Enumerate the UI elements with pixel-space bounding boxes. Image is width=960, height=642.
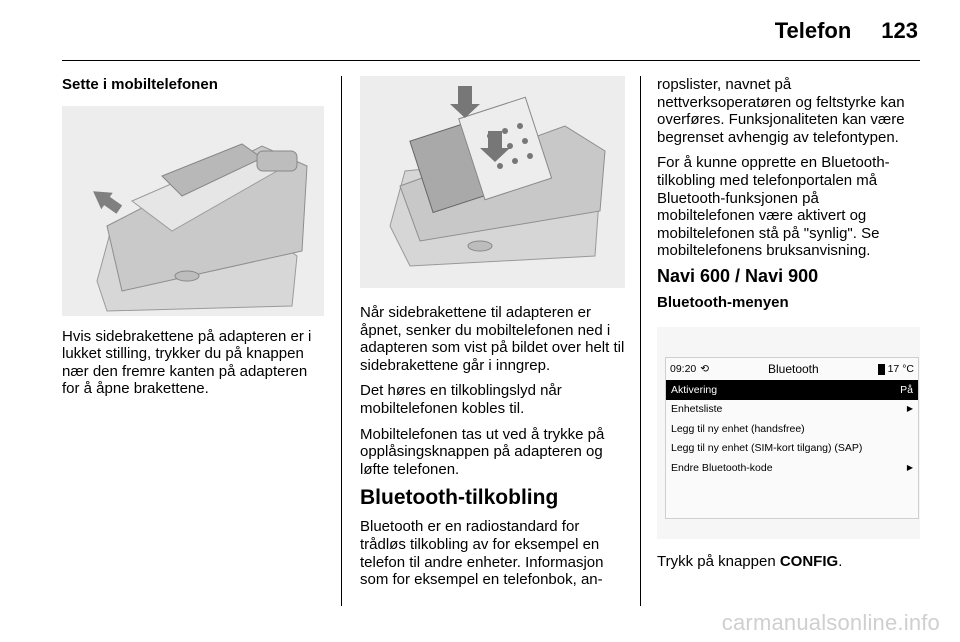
config-key: CONFIG — [779, 553, 839, 571]
menu-status-bar — [666, 358, 918, 380]
paragraph-brackets: Når sidebrakettene til adapteren er åpnet, senker du mobiltelefonen ned i adapteren som vist på bildet over helt til sidebrakettene går i inngrep. — [360, 304, 625, 374]
phone-icon — [878, 364, 885, 375]
menu-item-enhetsliste[interactable]: Enhetsliste ▶ — [671, 403, 913, 416]
column-2 — [360, 76, 625, 597]
adapter-figure-insert — [360, 76, 625, 288]
paragraph-remove: Mobiltelefonen tas ut ved å trykke på opplåsingsknappen på adapteren og løfte telefonen. — [360, 425, 605, 478]
navi-heading: Navi 600 / Navi 900 — [657, 265, 819, 286]
chevron-right-icon: ▶ — [906, 462, 913, 472]
paragraph-bluetooth-setup: For å kunne opprette en Bluetooth-tilkobling med telefonportalen må Bluetooth-funksjonen på mobiltelefonen være aktivert og mobiltelefonen stå på "synlig". Se mobiltelefonens bruksanvisning. — [657, 154, 890, 260]
menu-item-aktivering[interactable]: Aktivering På — [666, 380, 918, 400]
page-header — [775, 18, 918, 44]
phone-insert-illustration — [360, 76, 625, 288]
section-heading-insert-phone: Sette i mobiltelefonen — [62, 76, 218, 93]
menu-item-add-handsfree[interactable]: Legg til ny enhet (handsfree) — [671, 422, 805, 435]
column-divider-2 — [640, 76, 641, 606]
column-3 — [657, 76, 920, 579]
paragraph-bluetooth-intro: Bluetooth er en radiostandard for trådløs tilkobling av for eksempel en telefon til andre enheter. Informasjon som for eksempel en telefonbok, an- — [360, 518, 604, 589]
adapter-figure-open — [62, 106, 324, 316]
bluetooth-connection-heading: Bluetooth-tilkobling — [360, 486, 559, 510]
paragraph-sound: Det høres en tilkoblingslyd når mobiltelefonen kobles til. — [360, 382, 562, 417]
page-number: 123 — [881, 18, 918, 43]
insert-phone-paragraph: Hvis sidebrakettene på adapteren er i lukket stilling, trykker du på knappen nær den fremre kanten på adapteren for å åpne brakettene. — [62, 327, 312, 398]
page-title: Telefon — [774, 18, 852, 43]
menu-item-add-sap[interactable]: Legg til ny enhet (SIM-kort tilgang) (SAP) — [671, 442, 863, 455]
watermark: carmanualsonline.info — [721, 610, 940, 635]
phone-adapter-illustration — [62, 106, 324, 316]
header-rule — [62, 60, 920, 61]
menu-title: Bluetooth — [767, 362, 819, 377]
menu-item-change-code[interactable]: Endre Bluetooth-kode ▶ — [671, 461, 913, 474]
bluetooth-menu-heading: Bluetooth-menyen — [657, 293, 789, 311]
chevron-right-icon: ▶ — [906, 404, 913, 414]
refresh-icon: ⟲ — [700, 362, 710, 375]
config-instruction: Trykk på knappen CONFIG. — [657, 553, 843, 571]
column-divider-1 — [341, 76, 342, 606]
clock: 09:20 — [670, 362, 697, 375]
menu-display — [665, 357, 919, 519]
bluetooth-menu-screen — [657, 327, 920, 539]
temperature: 17 °C — [887, 362, 914, 375]
paragraph-continued: ropslister, navnet på nettverksoperatøren og feltstyrke kan overføres. Funksjonaliteten kan være begrenset avhengig av telefontypen. — [657, 76, 905, 146]
column-1 — [62, 76, 324, 406]
